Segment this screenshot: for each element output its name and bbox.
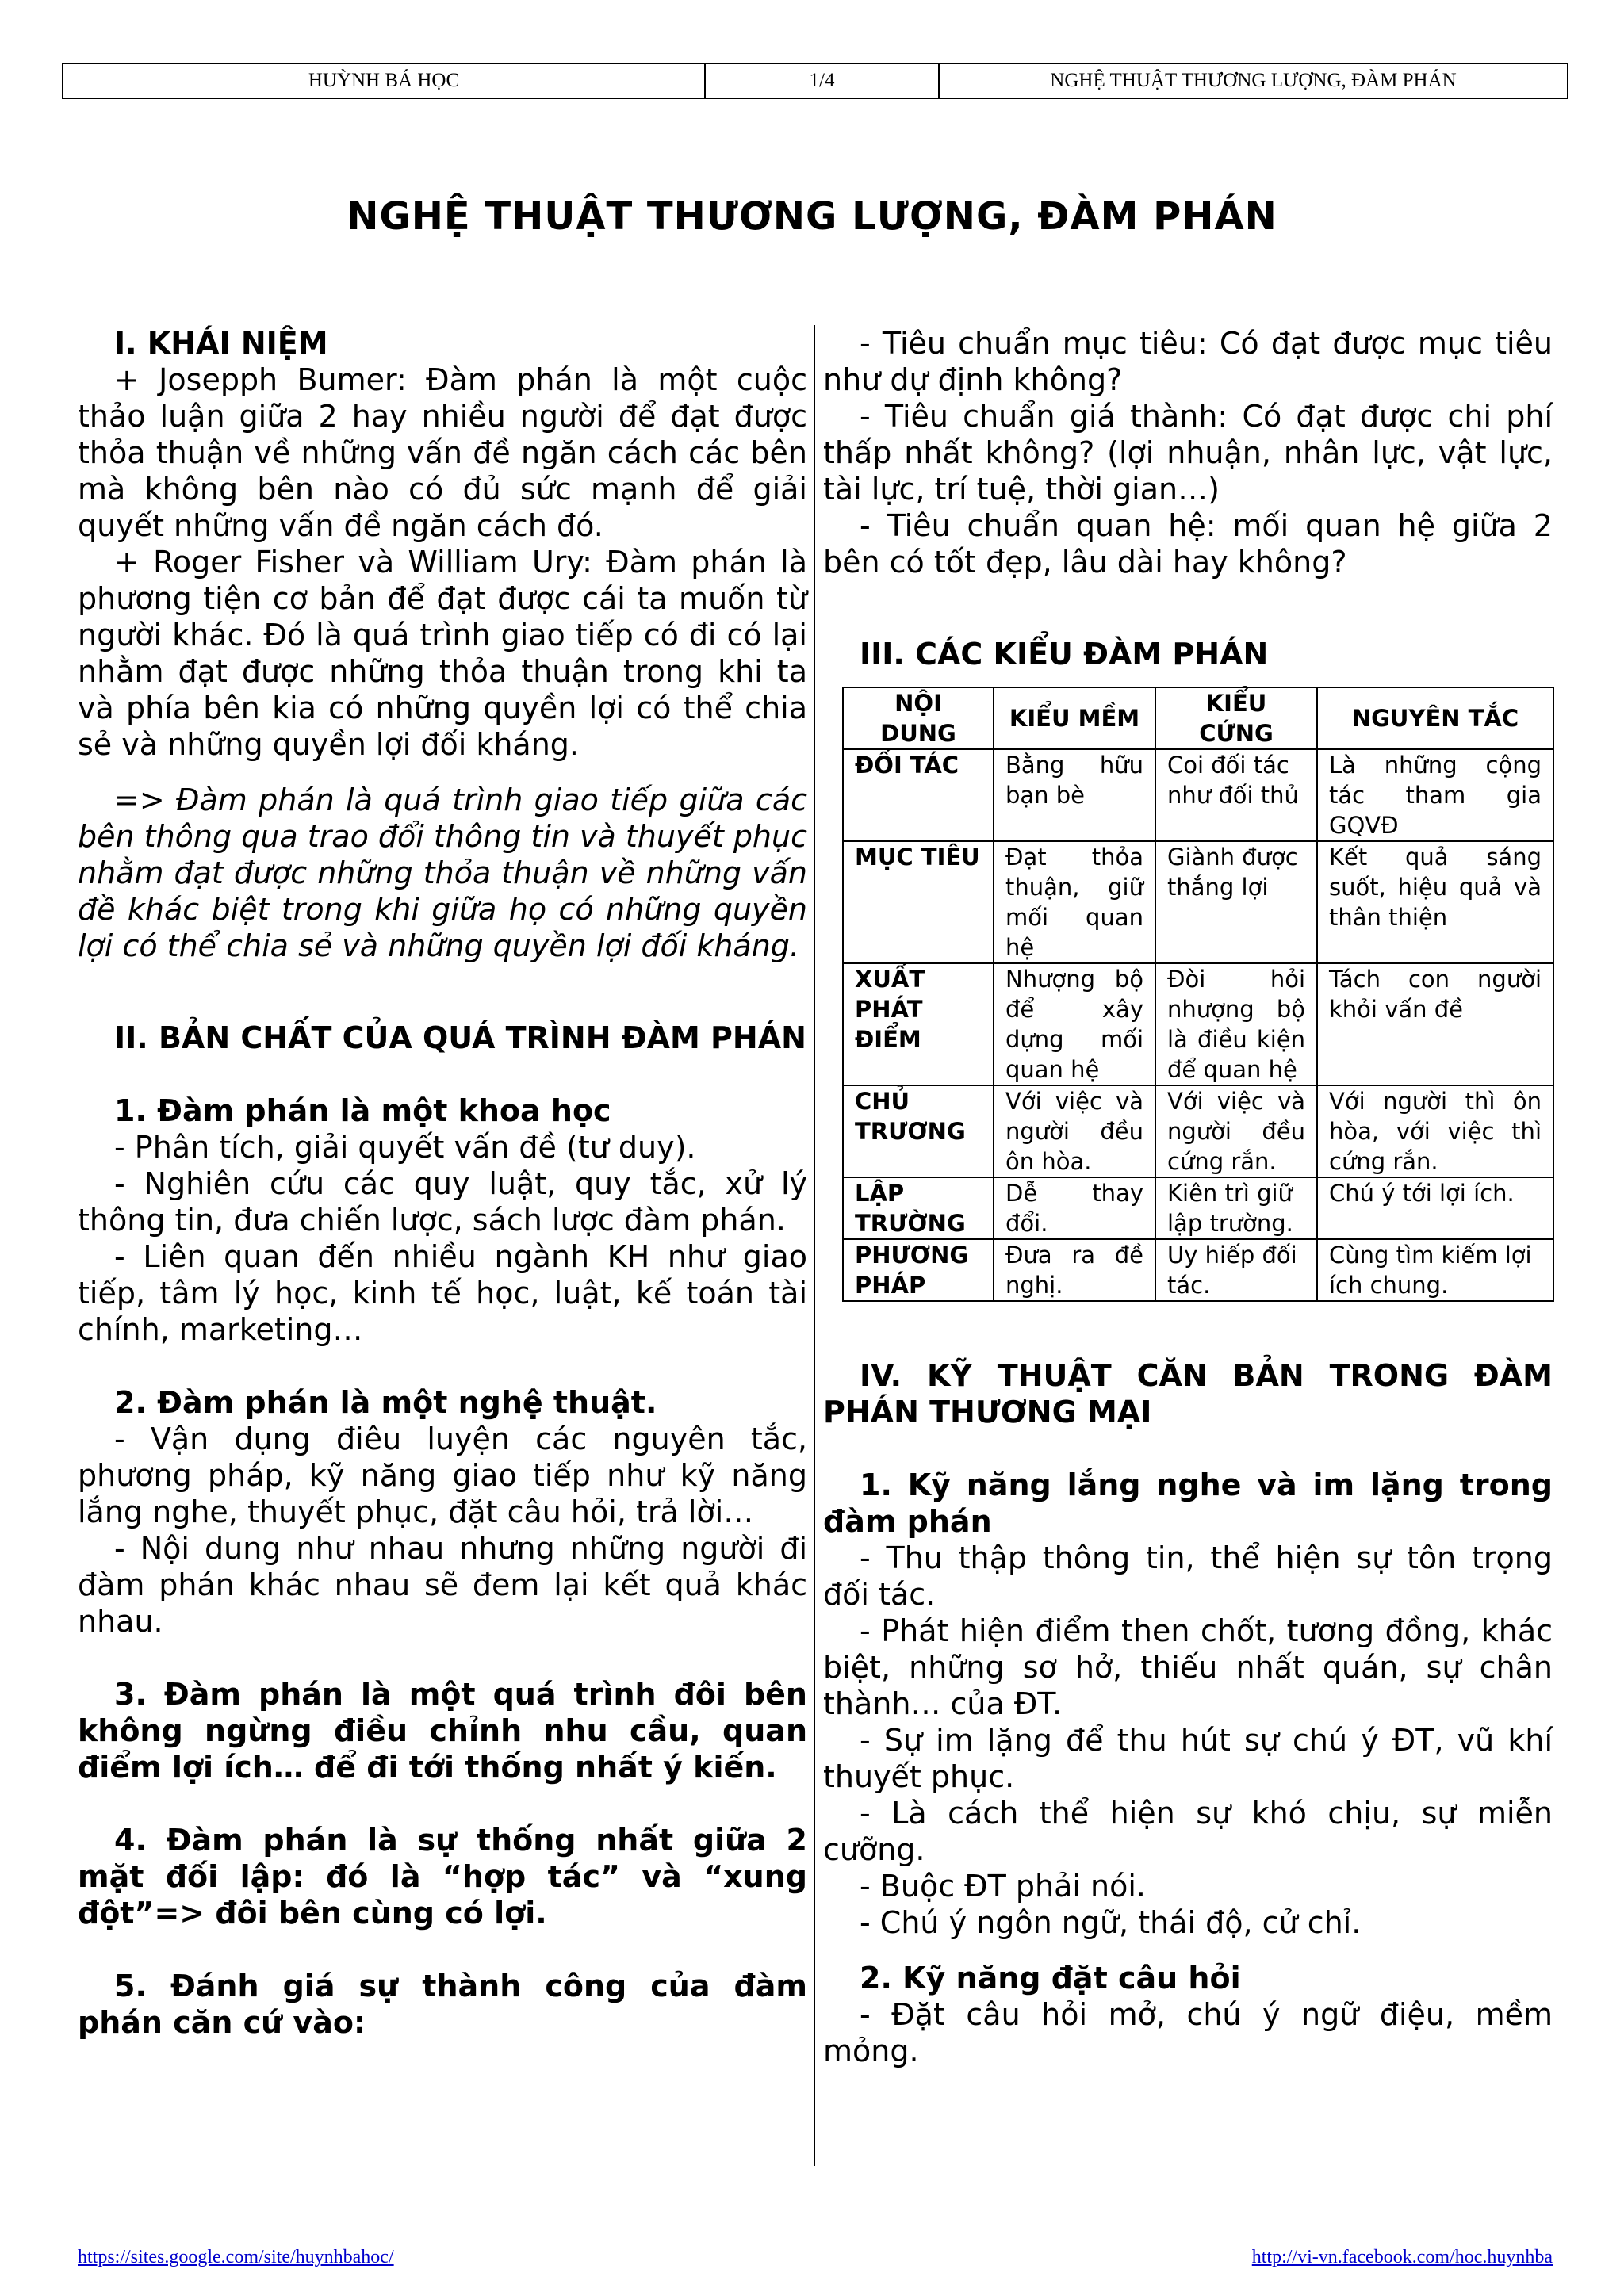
table-row-label: LẬP TRƯỜNG (843, 1177, 994, 1239)
right-column (823, 325, 1553, 2069)
table-cell: Kết quả sáng suốt, hiệu quả và thân thiện (1317, 841, 1553, 963)
subsection-2-4-heading: 4. Đàm phán là sự thống nhất giữa 2 mặt đối lập: đó là “hợp tác” và “xung đột”=> đôi bên cùng có lợi. (78, 1823, 807, 1931)
table-cell: Giành được thắng lợi (1155, 841, 1317, 963)
table-row-label: MỤC TIÊU (843, 841, 994, 963)
definition-bumer: + Josepph Bumer: Đàm phán là một cuộc thảo luận giữa 2 hay nhiều người để đạt được thỏa thuận về những vấn đề ngăn cách các bên mà không bên nào có đủ sức mạnh để giải quyết những vấn đề ngăn cách đó. (78, 362, 807, 543)
definition-fisher-ury: + Roger Fisher và William Ury: Đàm phán là phương tiện cơ bản để đạt được cái ta muốn từ người khác. Đó là quá trình giao tiếp có đi có lại nhằm đạt được những thỏa thuận trong khi ta và phía bên kia có những quyền lợi có thể chia sẻ và những quyền lợi đối kháng. (78, 545, 807, 762)
list-item: - Phân tích, giải quyết vấn đề (tư duy). (114, 1130, 696, 1165)
section-2-heading: II. BẢN CHẤT CỦA QUÁ TRÌNH ĐÀM PHÁN (114, 1020, 806, 1055)
footer-left-link[interactable]: https://sites.google.com/site/huynhbahoc/ (78, 2247, 394, 2267)
list-item: - Phát hiện điểm then chốt, tương đồng, khác biệt, những sơ hở, thiếu nhất quán, sự chân thành… của ĐT. (823, 1613, 1553, 1721)
table-cell: Nhượng bộ để xây dựng mối quan hệ (994, 963, 1155, 1085)
table-header-cell: NGUYÊN TẮC (1317, 687, 1553, 749)
subsection-4-1-heading: 1. Kỹ năng lắng nghe và im lặng trong đàm phán (823, 1468, 1553, 1539)
list-item: - Nghiên cứu các quy luật, quy tắc, xử lý thông tin, đưa chiến lược, sách lược đàm phán. (78, 1166, 807, 1238)
subsection-2-2-heading: 2. Đàm phán là một nghệ thuật. (114, 1385, 657, 1420)
table-header-row (843, 687, 1553, 749)
table-row (843, 963, 1553, 1085)
table-cell: Coi đối tác như đối thủ (1155, 749, 1317, 841)
subsection-4-2-heading: 2. Kỹ năng đặt câu hỏi (860, 1961, 1241, 1996)
table-cell: Cùng tìm kiếm lợi ích chung. (1317, 1239, 1553, 1301)
subsection-2-1-heading: 1. Đàm phán là một khoa học (114, 1093, 611, 1128)
list-item: - Thu thập thông tin, thể hiện sự tôn trọng đối tác. (823, 1540, 1553, 1612)
table-cell: Kiên trì giữ lập trường. (1155, 1177, 1317, 1239)
table-row-label: ĐỐI TÁC (843, 749, 994, 841)
table-cell: Dễ thay đổi. (994, 1177, 1155, 1239)
table-header-cell: KIỂU CỨNG (1155, 687, 1317, 749)
table-cell: Tách con người khỏi vấn đề (1317, 963, 1553, 1085)
table-header-cell: NỘI DUNG (843, 687, 994, 749)
section-3-heading: III. CÁC KIỂU ĐÀM PHÁN (860, 637, 1269, 672)
table-cell: Chú ý tới lợi ích. (1317, 1177, 1553, 1239)
footer-right-link[interactable]: http://vi-vn.facebook.com/hoc.huynhba (1251, 2247, 1553, 2267)
list-item: - Chú ý ngôn ngữ, thái độ, cử chỉ. (860, 1905, 1362, 1940)
table-cell: Đưa ra đề nghị. (994, 1239, 1155, 1301)
table-cell: Là những cộng tác tham gia GQVĐ (1317, 749, 1553, 841)
table-row-label: XUẤT PHÁT ĐIỂM (843, 963, 994, 1085)
subsection-2-3-heading: 3. Đàm phán là một quá trình đôi bên không ngừng điều chỉnh nhu cầu, quan điểm lợi ích… để đi tới thống nhất ý kiến. (78, 1677, 807, 1785)
left-column (78, 325, 807, 2041)
criteria-item: - Tiêu chuẩn giá thành: Có đạt được chi phí thấp nhất không? (lợi nhuận, nhân lực, vật lực, tài lực, trí tuệ, thời gian…) (823, 399, 1553, 507)
section-4-heading: IV. KỸ THUẬT CĂN BẢN TRONG ĐÀM PHÁN THƯƠNG MẠI (823, 1358, 1553, 1429)
table-row (843, 841, 1553, 963)
table-cell: Với việc và người đều cứng rắn. (1155, 1085, 1317, 1177)
table-row-label: CHỦ TRƯƠNG (843, 1085, 994, 1177)
list-item: - Vận dụng điêu luyện các nguyên tắc, phương pháp, kỹ năng giao tiếp như kỹ năng lắng nghe, thuyết phục, đặt câu hỏi, trả lời… (78, 1422, 807, 1529)
list-item: - Buộc ĐT phải nói. (860, 1869, 1146, 1904)
table-cell: Với người thì ôn hòa, với việc thì cứng rắn. (1317, 1085, 1553, 1177)
subsection-2-5-heading: 5. Đánh giá sự thành công của đàm phán căn cứ vào: (78, 1969, 807, 2040)
table-row (843, 1177, 1553, 1239)
definition-conclusion: => Đàm phán là quá trình giao tiếp giữa các bên thông qua trao đổi thông tin và thuyết phục nhằm đạt được những thỏa thuận về những vấn đề khác biệt trong khi giữa họ có những quyền lợi có thể chia sẻ và những quyền lợi đối kháng. (78, 783, 807, 963)
document-title: NGHỆ THUẬT THƯƠNG LƯỢNG, ĐÀM PHÁN (347, 194, 1277, 239)
column-divider (814, 325, 815, 2166)
table-cell: Uy hiếp đối tác. (1155, 1239, 1317, 1301)
table-row (843, 1085, 1553, 1177)
page-header (62, 63, 1568, 99)
table-cell: Bằng hữu bạn bè (994, 749, 1155, 841)
list-item: - Là cách thể hiện sự khó chịu, sự miễn cưỡng. (823, 1796, 1553, 1867)
criteria-item: - Tiêu chuẩn quan hệ: mối quan hệ giữa 2 bên có tốt đẹp, lâu dài hay không? (823, 508, 1553, 580)
list-item: - Liên quan đến nhiều ngành KH như giao tiếp, tâm lý học, kinh tế học, luật, kế toán tài chính, marketing… (78, 1239, 807, 1347)
table-header-cell: KIỂU MỀM (994, 687, 1155, 749)
table-row (843, 1239, 1553, 1301)
section-1-heading: I. KHÁI NIỆM (114, 326, 328, 361)
criteria-item: - Tiêu chuẩn mục tiêu: Có đạt được mục tiêu như dự định không? (823, 326, 1553, 397)
header-page-number: 1/4 (706, 64, 940, 98)
list-item: - Đặt câu hỏi mở, chú ý ngữ điệu, mềm mỏng. (823, 1997, 1553, 2068)
table-cell: Đạt thỏa thuận, giữ mối quan hệ (994, 841, 1155, 963)
table-row-label: PHƯƠNG PHÁP (843, 1239, 994, 1301)
negotiation-styles-table (842, 687, 1554, 1302)
header-author: HUỲNH BÁ HỌC (63, 64, 706, 98)
table-row (843, 749, 1553, 841)
table-cell: Đòi hỏi nhượng bộ là điều kiện để quan hệ (1155, 963, 1317, 1085)
table-cell: Với việc và người đều ôn hòa. (994, 1085, 1155, 1177)
header-doc-title: NGHỆ THUẬT THƯƠNG LƯỢNG, ĐÀM PHÁN (1050, 70, 1457, 91)
list-item: - Sự im lặng để thu hút sự chú ý ĐT, vũ khí thuyết phục. (823, 1723, 1553, 1794)
list-item: - Nội dung như nhau nhưng những người đi đàm phán khác nhau sẽ đem lại kết quả khác nhau. (78, 1531, 807, 1639)
